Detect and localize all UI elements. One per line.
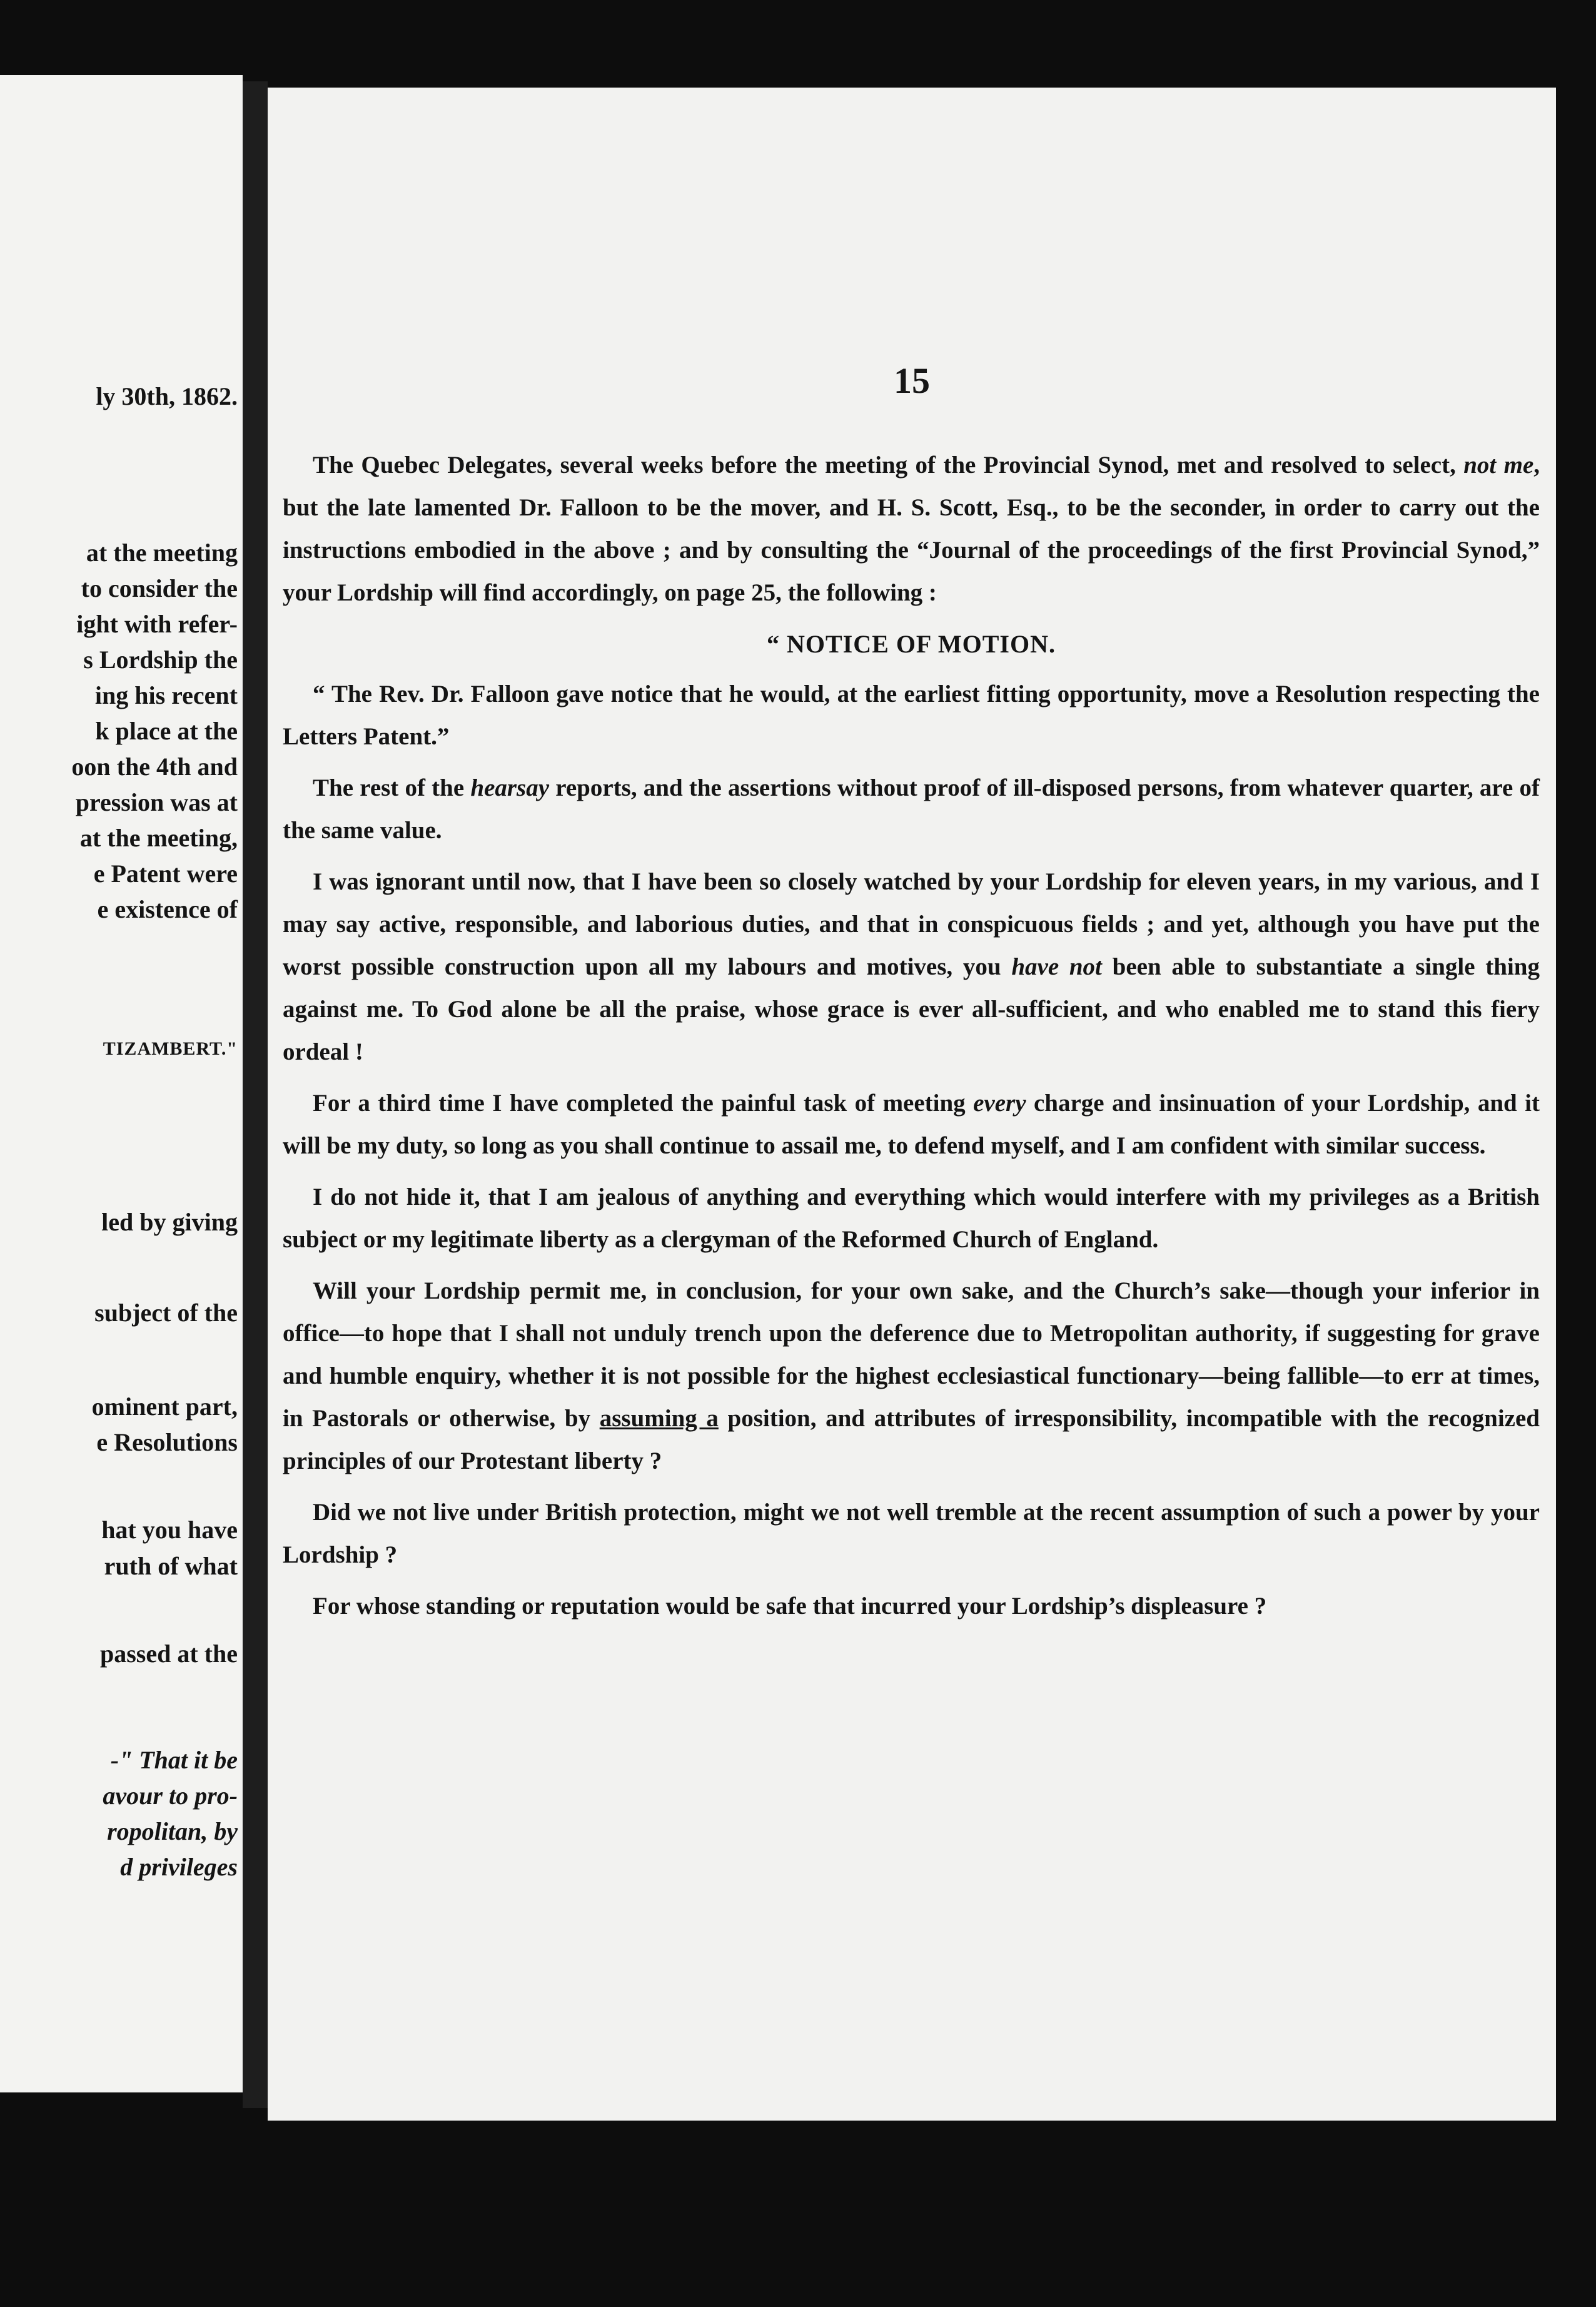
- facing-page-line: ight with refer-: [76, 610, 238, 638]
- emphasis-hearsay: hearsay: [470, 774, 550, 801]
- paragraph-hearsay: [283, 767, 1540, 852]
- facing-page-line: k place at the: [95, 717, 238, 745]
- facing-page-line: ly 30th, 1862.: [96, 382, 238, 410]
- book-page: [268, 88, 1556, 2121]
- paragraph-conclusion: [283, 1270, 1540, 1483]
- facing-page-line: TIZAMBERT.": [103, 1038, 238, 1059]
- paragraph-ignorant: [283, 861, 1540, 1073]
- facing-page-line: pression was at: [75, 788, 238, 816]
- facing-page-line: ruth of what: [104, 1552, 238, 1580]
- text-segment: charge and insinuation of your Lordship, and it will be my duty, so long as you shall continue to assail me, to defend myself, and I am confident with similar success.: [283, 1090, 1540, 1159]
- facing-page-line: ominent part,: [91, 1392, 238, 1421]
- facing-page-line: led by giving: [101, 1208, 238, 1236]
- facing-page-line: subject of the: [94, 1299, 238, 1327]
- paragraph-quebec-delegates: [283, 444, 1540, 614]
- text-segment: The Quebec Delegates, several weeks before the meeting of the Provincial Synod, met and resolved to select,: [313, 452, 1464, 479]
- emphasis-every: every: [973, 1090, 1026, 1117]
- facing-page-line: ing his recent: [94, 681, 238, 709]
- text-segment: The rest of the: [313, 774, 471, 801]
- text-segment: For a third time I have completed the painful task of meeting: [313, 1090, 974, 1117]
- underlined-assuming-a: assuming a: [599, 1405, 719, 1432]
- emphasis-not-me: not me: [1463, 452, 1534, 479]
- facing-page-line: oon the 4th and: [71, 753, 238, 781]
- facing-page-line: at the meeting: [86, 539, 238, 567]
- text-segment: been able to substantiate a single thing against me. To God alone be all the praise, whose grace is ever all-sufficient, and who enabled me to stand this fiery ordeal !: [283, 953, 1540, 1065]
- facing-page-line: -" That it be: [110, 1746, 238, 1774]
- facing-page-line: passed at the: [99, 1640, 238, 1668]
- facing-page-line: d privileges: [120, 1853, 238, 1881]
- facing-page-line: hat you have: [101, 1516, 238, 1544]
- emphasis-have-not: have not: [1011, 953, 1102, 980]
- book-gutter: [243, 81, 268, 2108]
- facing-page-line: ropolitan, by: [107, 1817, 238, 1845]
- text-segment: I was ignorant until now, that I have been so closely watched by your Lordship for eleven years, in my various, and I may say active, responsible, and laborious duties, and that in conspicuous fields ; and yet, although you have put the worst possible construction upon all my labours and motives, you: [283, 868, 1540, 980]
- page-body: [283, 444, 1540, 1636]
- facing-page-fragment: [0, 75, 243, 2092]
- quoted-notice: “ The Rev. Dr. Falloon gave notice that he would, at the earliest fitting opportunity, move a Resolution respecting the Letters Patent.”: [283, 681, 1540, 750]
- facing-page-line: avour to pro-: [103, 1782, 238, 1810]
- text-segment: position, and attributes of irresponsibility, incompatible with the recognized principles of our Protestant liberty ?: [283, 1405, 1540, 1474]
- paragraph-jealous: I do not hide it, that I am jealous of anything and everything which would interfere with my privileges as a British subject or my legitimate liberty as a clergyman of the Reformed Church of England.: [283, 1184, 1540, 1253]
- paragraph-displeasure: For whose standing or reputation would be safe that incurred your Lordship’s displeasure ?: [313, 1593, 1267, 1620]
- paragraph-british-protection: Did we not live under British protection, might we not well tremble at the recent assumption of such a power by your Lordship ?: [283, 1499, 1540, 1568]
- facing-page-line: to consider the: [81, 574, 238, 602]
- facing-page-line: e Resolutions: [96, 1428, 238, 1456]
- text-segment: reports, and the assertions without proof of ill-disposed persons, from whatever quarter, are of the same value.: [283, 774, 1540, 844]
- paragraph-third-time: [283, 1082, 1540, 1167]
- text-segment: , but the late lamented Dr. Falloon to be the mover, and H. S. Scott, Esq., to be the seconder, in order to carry out the instructions embodied in the above ; and by consulting the “Journal of the proceedings of the first Provincial Synod,” your Lordship will find accordingly, on page 25, the following :: [283, 452, 1540, 606]
- page-number: 15: [894, 360, 930, 401]
- text-segment: Will your Lordship permit me, in conclusion, for your own sake, and the Church’s sake—though your inferior in office—to hope that I shall not unduly trench upon the deference due to Metropolitan authority, if suggesting for grave and humble enquiry, whether it is not possible for the highest ecclesiastical functionary—being fallible—to err at times, in Pastorals or otherwise, by: [283, 1277, 1540, 1432]
- facing-page-line: e existence of: [97, 895, 238, 923]
- facing-page-line: s Lordship the: [83, 646, 238, 674]
- facing-page-line: e Patent were: [93, 859, 238, 888]
- notice-of-motion-heading: “ NOTICE OF MOTION.: [767, 630, 1056, 658]
- facing-page-line: at the meeting,: [79, 824, 238, 852]
